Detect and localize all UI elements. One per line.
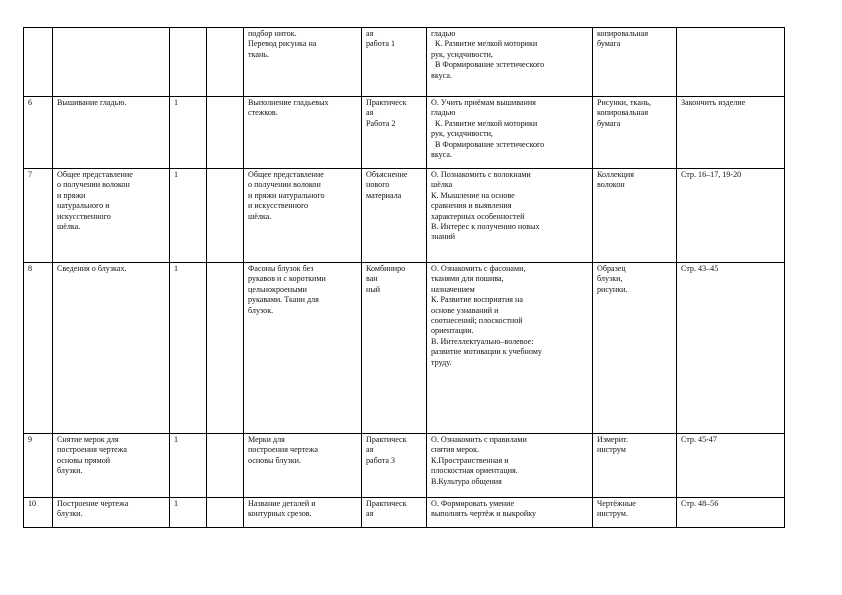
- cell-line: Стр. 48–56: [681, 499, 719, 508]
- cell-line: Общее представление: [57, 170, 133, 179]
- equipment-cell: [593, 434, 677, 498]
- cell-line: О. Формировать умение: [431, 499, 515, 508]
- lesson-number-cell: [24, 28, 53, 97]
- cell-line: Общее представление: [248, 170, 324, 179]
- cell-line: сравнения и выявления: [431, 201, 512, 211]
- cell-line: В Формирование эстетического: [435, 60, 545, 70]
- empty-cell: [207, 169, 244, 263]
- cell-line: материала: [366, 190, 402, 200]
- cell-line: Стр. 16–17, 19-20: [681, 170, 742, 179]
- content-cell: [244, 169, 362, 263]
- cell-line: гладью: [431, 29, 456, 38]
- cell-line: ая: [366, 445, 374, 455]
- content-cell: [244, 434, 362, 498]
- cell-line: рисунки.: [597, 284, 628, 294]
- cell-line: В Формирование эстетического: [435, 139, 545, 149]
- equipment-cell: [593, 263, 677, 434]
- cell-line: Практическ: [366, 98, 407, 107]
- cell-line: К. Развитие восприятия на: [431, 295, 523, 305]
- cell-line: снятия мерок.: [431, 445, 480, 455]
- cell-line: ая: [366, 29, 374, 38]
- cell-line: О. Учить приёмам вышивания: [431, 98, 536, 107]
- cell-line: ван: [366, 274, 378, 284]
- cell-text: 8: [28, 264, 33, 273]
- cell-line: основе узнаваний и: [431, 305, 499, 315]
- cell-text: 1: [174, 170, 179, 179]
- empty-cell: [207, 263, 244, 434]
- cell-line: выполнять чертёж и выкройку: [431, 509, 537, 519]
- goals-cell: [427, 434, 593, 498]
- cell-line: натурального и: [57, 201, 110, 211]
- cell-line: шёлка.: [57, 222, 81, 232]
- content-cell: [244, 28, 362, 97]
- cell-line: Вышивание гладью.: [57, 98, 127, 107]
- cell-line: о получении волокон: [248, 180, 321, 190]
- cell-line: шёлка: [431, 180, 453, 190]
- cell-line: Рисунки, ткань,: [597, 98, 651, 107]
- hours-cell: [170, 28, 207, 97]
- topic-cell: [53, 169, 170, 263]
- lesson-type-cell: [362, 28, 427, 97]
- goals-cell: [427, 169, 593, 263]
- cell-line: о получении волокон: [57, 180, 130, 190]
- cell-line: О. Познакомить с волокнами: [431, 170, 531, 179]
- cell-line: назначением: [431, 284, 475, 294]
- cell-line: О. Ознакомить с фасонами,: [431, 264, 526, 273]
- cell-line: копировальная: [597, 29, 649, 38]
- homework-cell: [677, 169, 785, 263]
- lesson-type-cell: [362, 169, 427, 263]
- empty-cell: [207, 97, 244, 169]
- cell-line: волокон: [597, 180, 625, 190]
- cell-line: Фасоны блузок без: [248, 264, 314, 273]
- cell-line: бумага: [597, 118, 621, 128]
- equipment-cell: [593, 169, 677, 263]
- cell-line: блузки.: [57, 466, 83, 476]
- goals-cell: [427, 28, 593, 97]
- lesson-type-cell: [362, 498, 427, 528]
- cell-line: ориентации.: [431, 326, 474, 336]
- cell-text: 10: [28, 499, 37, 508]
- lesson-type-cell: [362, 434, 427, 498]
- cell-line: цельнокроеными: [248, 284, 307, 294]
- topic-cell: [53, 434, 170, 498]
- hours-cell: [170, 434, 207, 498]
- table-row: [24, 28, 785, 97]
- table-row: [24, 263, 785, 434]
- cell-line: контурных срезов.: [248, 509, 312, 519]
- topic-cell: [53, 498, 170, 528]
- lesson-number-cell: [24, 434, 53, 498]
- cell-line: и пряжи натурального: [248, 190, 325, 200]
- homework-cell: [677, 498, 785, 528]
- goals-cell: [427, 263, 593, 434]
- lesson-type-cell: [362, 263, 427, 434]
- cell-line: инструм: [597, 445, 626, 455]
- cell-line: тканями для пошива,: [431, 274, 504, 284]
- cell-line: В. Интерес к получению новых: [431, 222, 540, 232]
- empty-cell: [207, 498, 244, 528]
- cell-line: блузок.: [248, 305, 274, 315]
- cell-line: знаний: [431, 232, 456, 242]
- cell-line: Коллекция: [597, 170, 634, 179]
- cell-line: плоскостная ориентация.: [431, 466, 518, 476]
- cell-text: 6: [28, 98, 33, 107]
- cell-text: 9: [28, 435, 33, 444]
- homework-cell: [677, 28, 785, 97]
- cell-line: построения чертежа: [57, 445, 127, 455]
- content-cell: [244, 97, 362, 169]
- equipment-cell: [593, 498, 677, 528]
- cell-line: блузки.: [57, 509, 83, 519]
- lesson-plan-table: [23, 27, 785, 528]
- lesson-number-cell: [24, 263, 53, 434]
- topic-cell: [53, 263, 170, 434]
- cell-line: вкуса.: [431, 150, 452, 160]
- cell-line: К. Развитие мелкой моторики: [435, 39, 538, 49]
- hours-cell: [170, 498, 207, 528]
- cell-line: труду.: [431, 357, 452, 367]
- goals-cell: [427, 498, 593, 528]
- content-cell: [244, 498, 362, 528]
- cell-line: Перевод рисунка на: [248, 39, 317, 49]
- lesson-type-cell: [362, 97, 427, 169]
- lesson-number-cell: [24, 97, 53, 169]
- cell-text: 1: [174, 499, 179, 508]
- cell-text: 1: [174, 98, 179, 107]
- lesson-number-cell: [24, 498, 53, 528]
- cell-line: О. Ознакомить с правилами: [431, 435, 527, 444]
- cell-line: Название деталей и: [248, 499, 316, 508]
- cell-line: соотнесений; плоскостной: [431, 316, 523, 326]
- cell-text: 1: [174, 264, 179, 273]
- cell-line: Снятие мерок для: [57, 435, 119, 444]
- cell-line: работа 1: [366, 39, 395, 49]
- hours-cell: [170, 169, 207, 263]
- lesson-number-cell: [24, 169, 53, 263]
- cell-line: Стр. 45-47: [681, 435, 717, 444]
- cell-line: Построение чертежа: [57, 499, 129, 508]
- cell-line: рукавами. Ткани для: [248, 295, 319, 305]
- cell-line: искусственного: [57, 211, 111, 221]
- cell-line: К.Пространственная и: [431, 455, 509, 465]
- cell-line: В. Интеллектуально–волевое:: [431, 336, 534, 346]
- cell-line: К. Мышление на основе: [431, 190, 515, 200]
- topic-cell: [53, 28, 170, 97]
- cell-line: подбор ниток.: [248, 29, 297, 38]
- cell-line: рук, усидчивости,: [431, 129, 493, 139]
- cell-line: стежков.: [248, 108, 278, 118]
- cell-line: Комбиниро: [366, 264, 406, 273]
- cell-line: и пряжи: [57, 190, 86, 200]
- cell-line: Выполнение гладьевых: [248, 98, 329, 107]
- homework-cell: [677, 434, 785, 498]
- cell-line: гладью: [431, 108, 456, 118]
- table-row: [24, 498, 785, 528]
- content-cell: [244, 263, 362, 434]
- table-row: [24, 434, 785, 498]
- cell-line: блузки,: [597, 274, 623, 284]
- cell-line: рукавов и с короткими: [248, 274, 326, 284]
- cell-line: основы прямой: [57, 455, 111, 465]
- table-row: [24, 97, 785, 169]
- cell-line: Мерки для: [248, 435, 285, 444]
- cell-line: ный: [366, 284, 381, 294]
- empty-cell: [207, 434, 244, 498]
- cell-text: 7: [28, 170, 33, 179]
- cell-line: ая: [366, 509, 374, 519]
- cell-line: Практическ: [366, 499, 407, 508]
- cell-line: нового: [366, 180, 390, 190]
- cell-line: К. Развитие мелкой моторики: [435, 118, 538, 128]
- cell-line: рук, усидчивости,: [431, 49, 493, 59]
- cell-line: Объяснение: [366, 170, 408, 179]
- cell-line: шёлка.: [248, 211, 272, 221]
- cell-line: и искусственного: [248, 201, 309, 211]
- cell-line: Закончить изделие: [681, 98, 746, 107]
- cell-line: Измерит.: [597, 435, 628, 444]
- cell-line: построения чертежа: [248, 445, 318, 455]
- cell-line: Чертёжные: [597, 499, 636, 508]
- cell-line: инструм.: [597, 509, 628, 519]
- equipment-cell: [593, 28, 677, 97]
- cell-line: Образец: [597, 264, 626, 273]
- cell-line: Стр. 43–45: [681, 264, 719, 273]
- table-row: [24, 169, 785, 263]
- equipment-cell: [593, 97, 677, 169]
- cell-line: бумага: [597, 39, 621, 49]
- cell-line: Сведения о блузках.: [57, 264, 127, 273]
- cell-line: вкуса.: [431, 70, 452, 80]
- topic-cell: [53, 97, 170, 169]
- cell-line: развитие мотивации к учебному: [431, 347, 542, 357]
- empty-cell: [207, 28, 244, 97]
- hours-cell: [170, 263, 207, 434]
- cell-line: копировальная: [597, 108, 649, 118]
- cell-text: 1: [174, 435, 179, 444]
- cell-line: Работа 2: [366, 118, 396, 128]
- cell-line: ткань.: [248, 49, 269, 59]
- hours-cell: [170, 97, 207, 169]
- homework-cell: [677, 97, 785, 169]
- cell-line: ая: [366, 108, 374, 118]
- cell-line: В.Культура общения: [431, 476, 502, 486]
- cell-line: Практическ: [366, 435, 407, 444]
- goals-cell: [427, 97, 593, 169]
- cell-line: характерных особенностей: [431, 211, 525, 221]
- cell-line: работа 3: [366, 455, 395, 465]
- homework-cell: [677, 263, 785, 434]
- cell-line: основы блузки.: [248, 455, 301, 465]
